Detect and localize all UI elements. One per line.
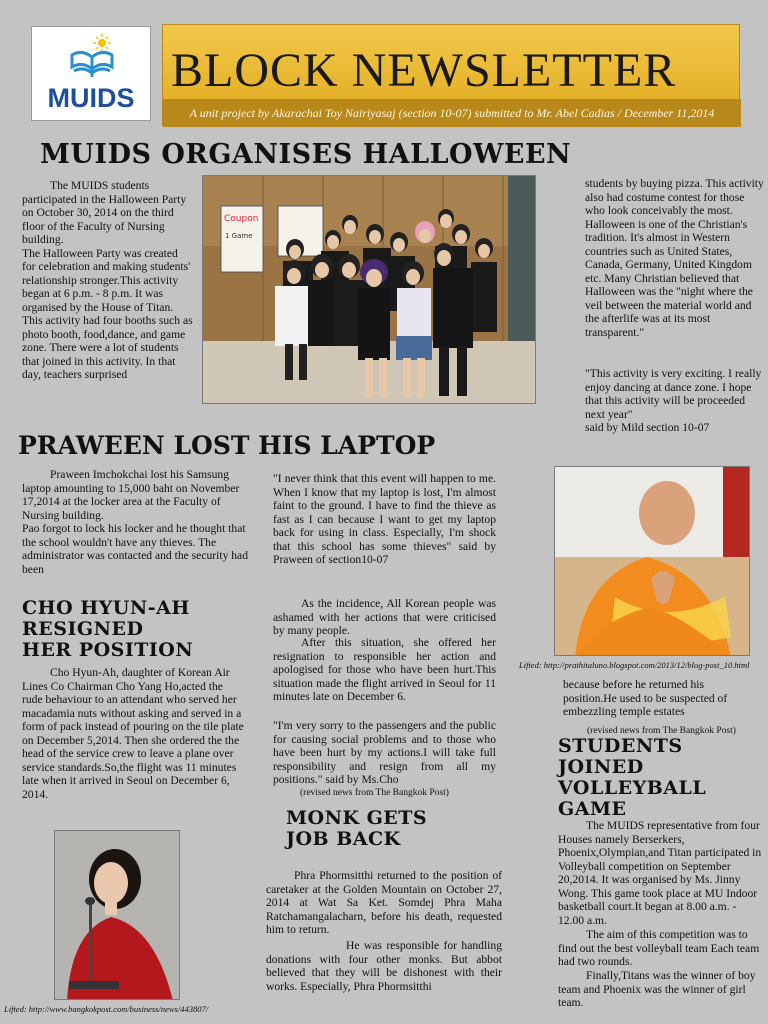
- cho-headline-line2: RESIGNED: [22, 618, 144, 640]
- cho-source: (revised news from The Bangkok Post): [300, 788, 449, 798]
- volleyball-headline-line3: VOLLEYBALL: [558, 777, 707, 799]
- halloween-photo: [202, 175, 536, 404]
- photo-sign-coupon: Coupon: [224, 214, 259, 224]
- laptop-left-text: Praween Imchokchai lost his Samsung laptop amounting to 15,000 baht on November 17,2014 at the locker area at the Faculty of Nursing building. Pao forgot to lock his locker and he thought that the school wouldn't have any thieves. The administrator was contacted and the security had been: [22, 468, 248, 576]
- volleyball-headline: [558, 736, 706, 820]
- monk-photo: [554, 466, 750, 656]
- cho-quote: "I'm very sorry to the passengers and the public for causing social problems and to those who have been hurt by my actions.I will take full responsibility and resign from all my positions." said by Ms.Cho: [273, 719, 496, 786]
- monk-right-text: because before he returned his position.He used to be suspected of embezzling temple estates: [563, 678, 728, 718]
- monk-source: (revised news from The Bangkok Post): [587, 726, 736, 736]
- muids-logo: [31, 26, 151, 121]
- halloween-group-image: [203, 176, 536, 404]
- cho-text: Cho Hyun-Ah, daughter of Korean Air Lines Co Chairman Cho Yang Ho,acted the rude behaviour to an attendant who served her macadamia nuts without asking and served in a form of pack instead of pouring on the tile plate on December 5,2014. Then she ordered the the head of the service crew to leave a plane over service standards.So,the flight was 11 minutes late when it arrived in Seoul on December 6, 2014.: [22, 666, 244, 801]
- volleyball-text-3: Finally,Titans was the winner of boy team and Phoenix was the winner of girl team.: [558, 969, 756, 1009]
- cho-text-3: After this situation, she offered her resignation to responsible her action and apologised for those who have been hurt.This situation made the flight arrived in Seoul for 11 minutes late on December 6.: [273, 636, 496, 703]
- monk-headline-line2: JOB BACK: [286, 828, 401, 850]
- halloween-headline: MUIDS ORGANISES HALLOWEEN: [40, 139, 572, 170]
- monk-text-2: He was responsible for handling donations with four other monks. But abbot believed that they will be dishonest with their works. Especially, Phra Phormsitthi: [266, 939, 502, 993]
- volleyball-headline-line4: GAME: [558, 798, 627, 820]
- cho-headline-line1: CHO HYUN-AH: [22, 597, 190, 619]
- volleyball-text-2: The aim of this competition was to find out the best volleyball team Each team had two rounds.: [558, 928, 760, 968]
- halloween-right-text: students by buying pizza. This activity also had costume contest for those who look conceivably the most. Halloween is one of the Christian's tradition. It's almost in Western countries such as United States, Canada, Germany, United Kingdom etc. Many Christian believed that Halloween was the "night where the veil between the material world and the afterlife was at its most transparent.": [585, 177, 764, 339]
- monk-headline: [286, 808, 427, 850]
- newsletter-title: BLOCK NEWSLETTER: [171, 44, 677, 97]
- cho-headline-line3: HER POSITION: [22, 639, 194, 661]
- cho-headline: [22, 598, 193, 661]
- monk-headline-line1: MONK GETS: [286, 807, 428, 829]
- volleyball-headline-line1: STUDENTS: [558, 735, 683, 757]
- volleyball-headline-line2: JOINED: [558, 756, 644, 778]
- halloween-quote: "This activity is very exciting. I really enjoy dancing at dance zone. I hope that this activity will be proceeded next year" said by Mild section 10-07: [585, 367, 762, 434]
- book-sun-icon: [66, 33, 118, 85]
- cho-image: [55, 831, 180, 1000]
- monk-text-1: Phra Phormsitthi returned to the position of caretaker at the Golden Mountain on October 27, 2014 at Wat Sa Ket. Somdej Phra Maha Ratchamangalacharn, before his death, requested him to return.: [266, 869, 502, 936]
- cho-text-2: As the incidence, All Korean people was ashamed with her actions that were criticised by many people.: [273, 597, 496, 637]
- newsletter-banner: [162, 24, 740, 126]
- monk-image: [555, 467, 750, 656]
- laptop-headline: PRAWEEN LOST HIS LAPTOP: [18, 431, 436, 460]
- laptop-quote: "I never think that this event will happen to me. When I know that my laptop is lost, I'm almost faint to the ground. I have to find the thieve as fast as I can because I want to get my laptop back for using in class. Especially, I'm shock that this school has some thieves" said by Praween of section10-07: [273, 472, 496, 566]
- logo-text: MUIDS: [47, 83, 135, 113]
- newsletter-subtitle: A unit project by Akarachai Toy Nairiyasaj (section 10-07) submitted to Mr. Abel Cadias / December 11,2014: [163, 99, 741, 127]
- volleyball-text-1: The MUIDS representative from four Houses namely Berserkers, Phoenix,Olympian,and Titan participated in Volleyball competition on September 20,2014. It was organised by Ms. Jinny Wong. This game took place at MU Indoor basketball court.It began at 8.00 a.m. - 12.00 a.m.: [558, 819, 762, 927]
- monk-photo-credit: Lifted: http://prathitaluno.blogspot.com/2013/12/blog-post_10.html: [519, 660, 750, 670]
- halloween-left-text: The MUIDS students participated in the Halloween Party on October 30, 2014 on the third floor of the Faculty of Nursing building. The Halloween Party was created for celebration and making students' relationship stronger.This activity began at 6 p.m. - 8 p.m. It was organised by the House of Titan. This activity had four booths such as photo booth, food,dance, and game zone. There were a lot of students that joined in this activity. In that day, teachers surprised: [22, 179, 193, 381]
- photo-sign-game: 1 Game: [225, 232, 253, 240]
- cho-photo: [54, 830, 180, 1000]
- cho-photo-credit: Lifted: http://www.bangkokpost.com/business/news/443807/: [4, 1004, 209, 1014]
